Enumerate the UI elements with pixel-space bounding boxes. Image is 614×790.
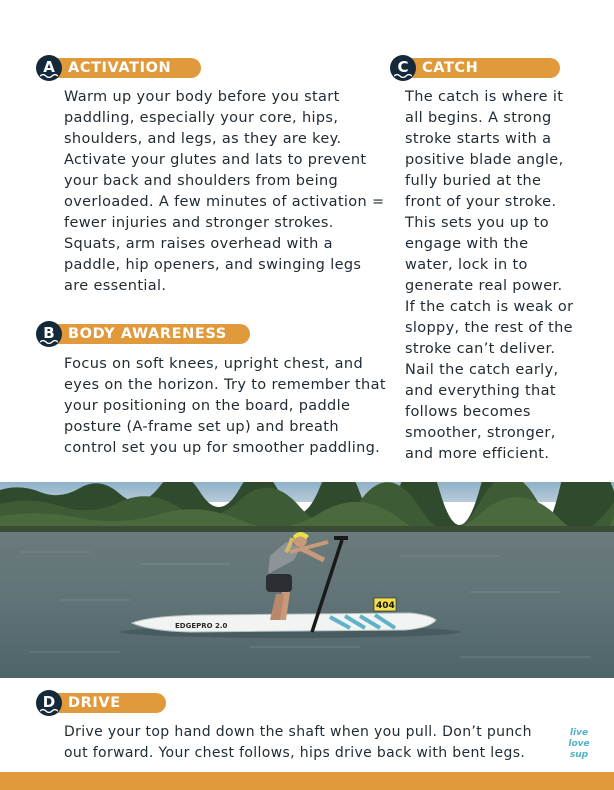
logo-line-3: sup — [569, 750, 589, 760]
board-brand: EDGEPRO 2.0 — [175, 622, 228, 630]
text-line: front of your stroke. — [405, 194, 557, 210]
text-line: fewer injuries and stronger strokes. — [64, 215, 334, 231]
text-line: eyes on the horizon. Try to remember that — [64, 377, 386, 393]
text-line: are essential. — [64, 278, 167, 294]
wave-icon — [40, 73, 58, 78]
text-line: Squats, arm raises overhead with a — [64, 236, 333, 252]
text-line: control set you up for smoother paddling. — [64, 440, 381, 456]
section-b-title: BODY AWARENESS — [68, 326, 227, 342]
text-line: follows becomes — [405, 404, 531, 420]
text-line: Warm up your body before you start — [64, 89, 340, 105]
section-c-body — [405, 87, 605, 465]
live-love-sup-logo — [562, 725, 596, 761]
wave-icon — [40, 708, 58, 713]
section-b-title-pill — [54, 324, 250, 344]
text-line: This sets you up to — [405, 215, 550, 231]
text-line: and more efficient. — [405, 446, 550, 462]
text-line: positive blade angle, — [405, 152, 564, 168]
text-line: Focus on soft knees, upright chest, and — [64, 356, 364, 372]
footer-bar — [0, 772, 614, 790]
text-line: engage with the — [405, 236, 529, 252]
text-line: Nail the catch early, — [405, 362, 559, 378]
text-line: fully buried at the — [405, 173, 542, 189]
text-line: posture (A-frame set up) and breath — [64, 419, 339, 435]
section-d-badge — [36, 690, 62, 716]
section-b-badge — [36, 321, 62, 347]
section-d-letter: D — [42, 693, 56, 711]
section-a-body — [64, 87, 394, 297]
section-d-body — [64, 722, 554, 764]
text-line: and everything that — [405, 383, 556, 399]
logo-line-1: live — [569, 728, 589, 738]
section-b-letter: B — [43, 324, 55, 342]
section-c-badge — [390, 55, 416, 81]
logo-line-2: love — [568, 739, 590, 749]
text-line: water, lock in to — [405, 257, 528, 273]
text-line: The catch is where it — [405, 89, 564, 105]
text-line: Activate your glutes and lats to prevent — [64, 152, 367, 168]
text-line: stroke starts with a — [405, 131, 552, 147]
text-line: stroke can’t deliver. — [405, 341, 556, 357]
wave-icon — [40, 339, 58, 344]
text-line: Drive your top hand down the shaft when you pull. Don’t punch — [64, 724, 532, 740]
section-a-title-pill — [54, 58, 201, 78]
section-d-title-pill — [54, 693, 166, 713]
section-a-letter: A — [43, 58, 55, 76]
section-a-title: ACTIVATION — [68, 60, 172, 76]
text-line: shoulders, and legs, as they are key. — [64, 131, 342, 147]
logo-mark — [562, 725, 596, 761]
section-b-body — [64, 354, 394, 459]
text-line: your positioning on the board, paddle — [64, 398, 351, 414]
text-line: sloppy, the rest of the — [405, 320, 573, 336]
section-a-badge — [36, 55, 62, 81]
text-line: your back and shoulders from being — [64, 173, 339, 189]
section-c-title-pill — [408, 58, 560, 78]
text-line: smoother, stronger, — [405, 425, 556, 441]
photo-illustration — [0, 482, 614, 678]
section-d-title: DRIVE — [68, 695, 121, 711]
paddleboard-photo — [0, 482, 614, 678]
race-number: 404 — [376, 601, 395, 611]
section-c-letter: C — [397, 58, 409, 76]
wave-icon — [394, 73, 412, 78]
text-line: paddling, especially your core, hips, — [64, 110, 339, 126]
text-line: all begins. A strong — [405, 110, 552, 126]
text-line: paddle, hip openers, and swinging legs — [64, 257, 362, 273]
text-line: out forward. Your chest follows, hips drive back with bent legs. — [64, 745, 526, 761]
text-line: If the catch is weak or — [405, 299, 574, 315]
text-line: overloaded. A few minutes of activation = — [64, 194, 385, 210]
text-line: generate real power. — [405, 278, 563, 294]
section-c-title: CATCH — [422, 60, 479, 76]
